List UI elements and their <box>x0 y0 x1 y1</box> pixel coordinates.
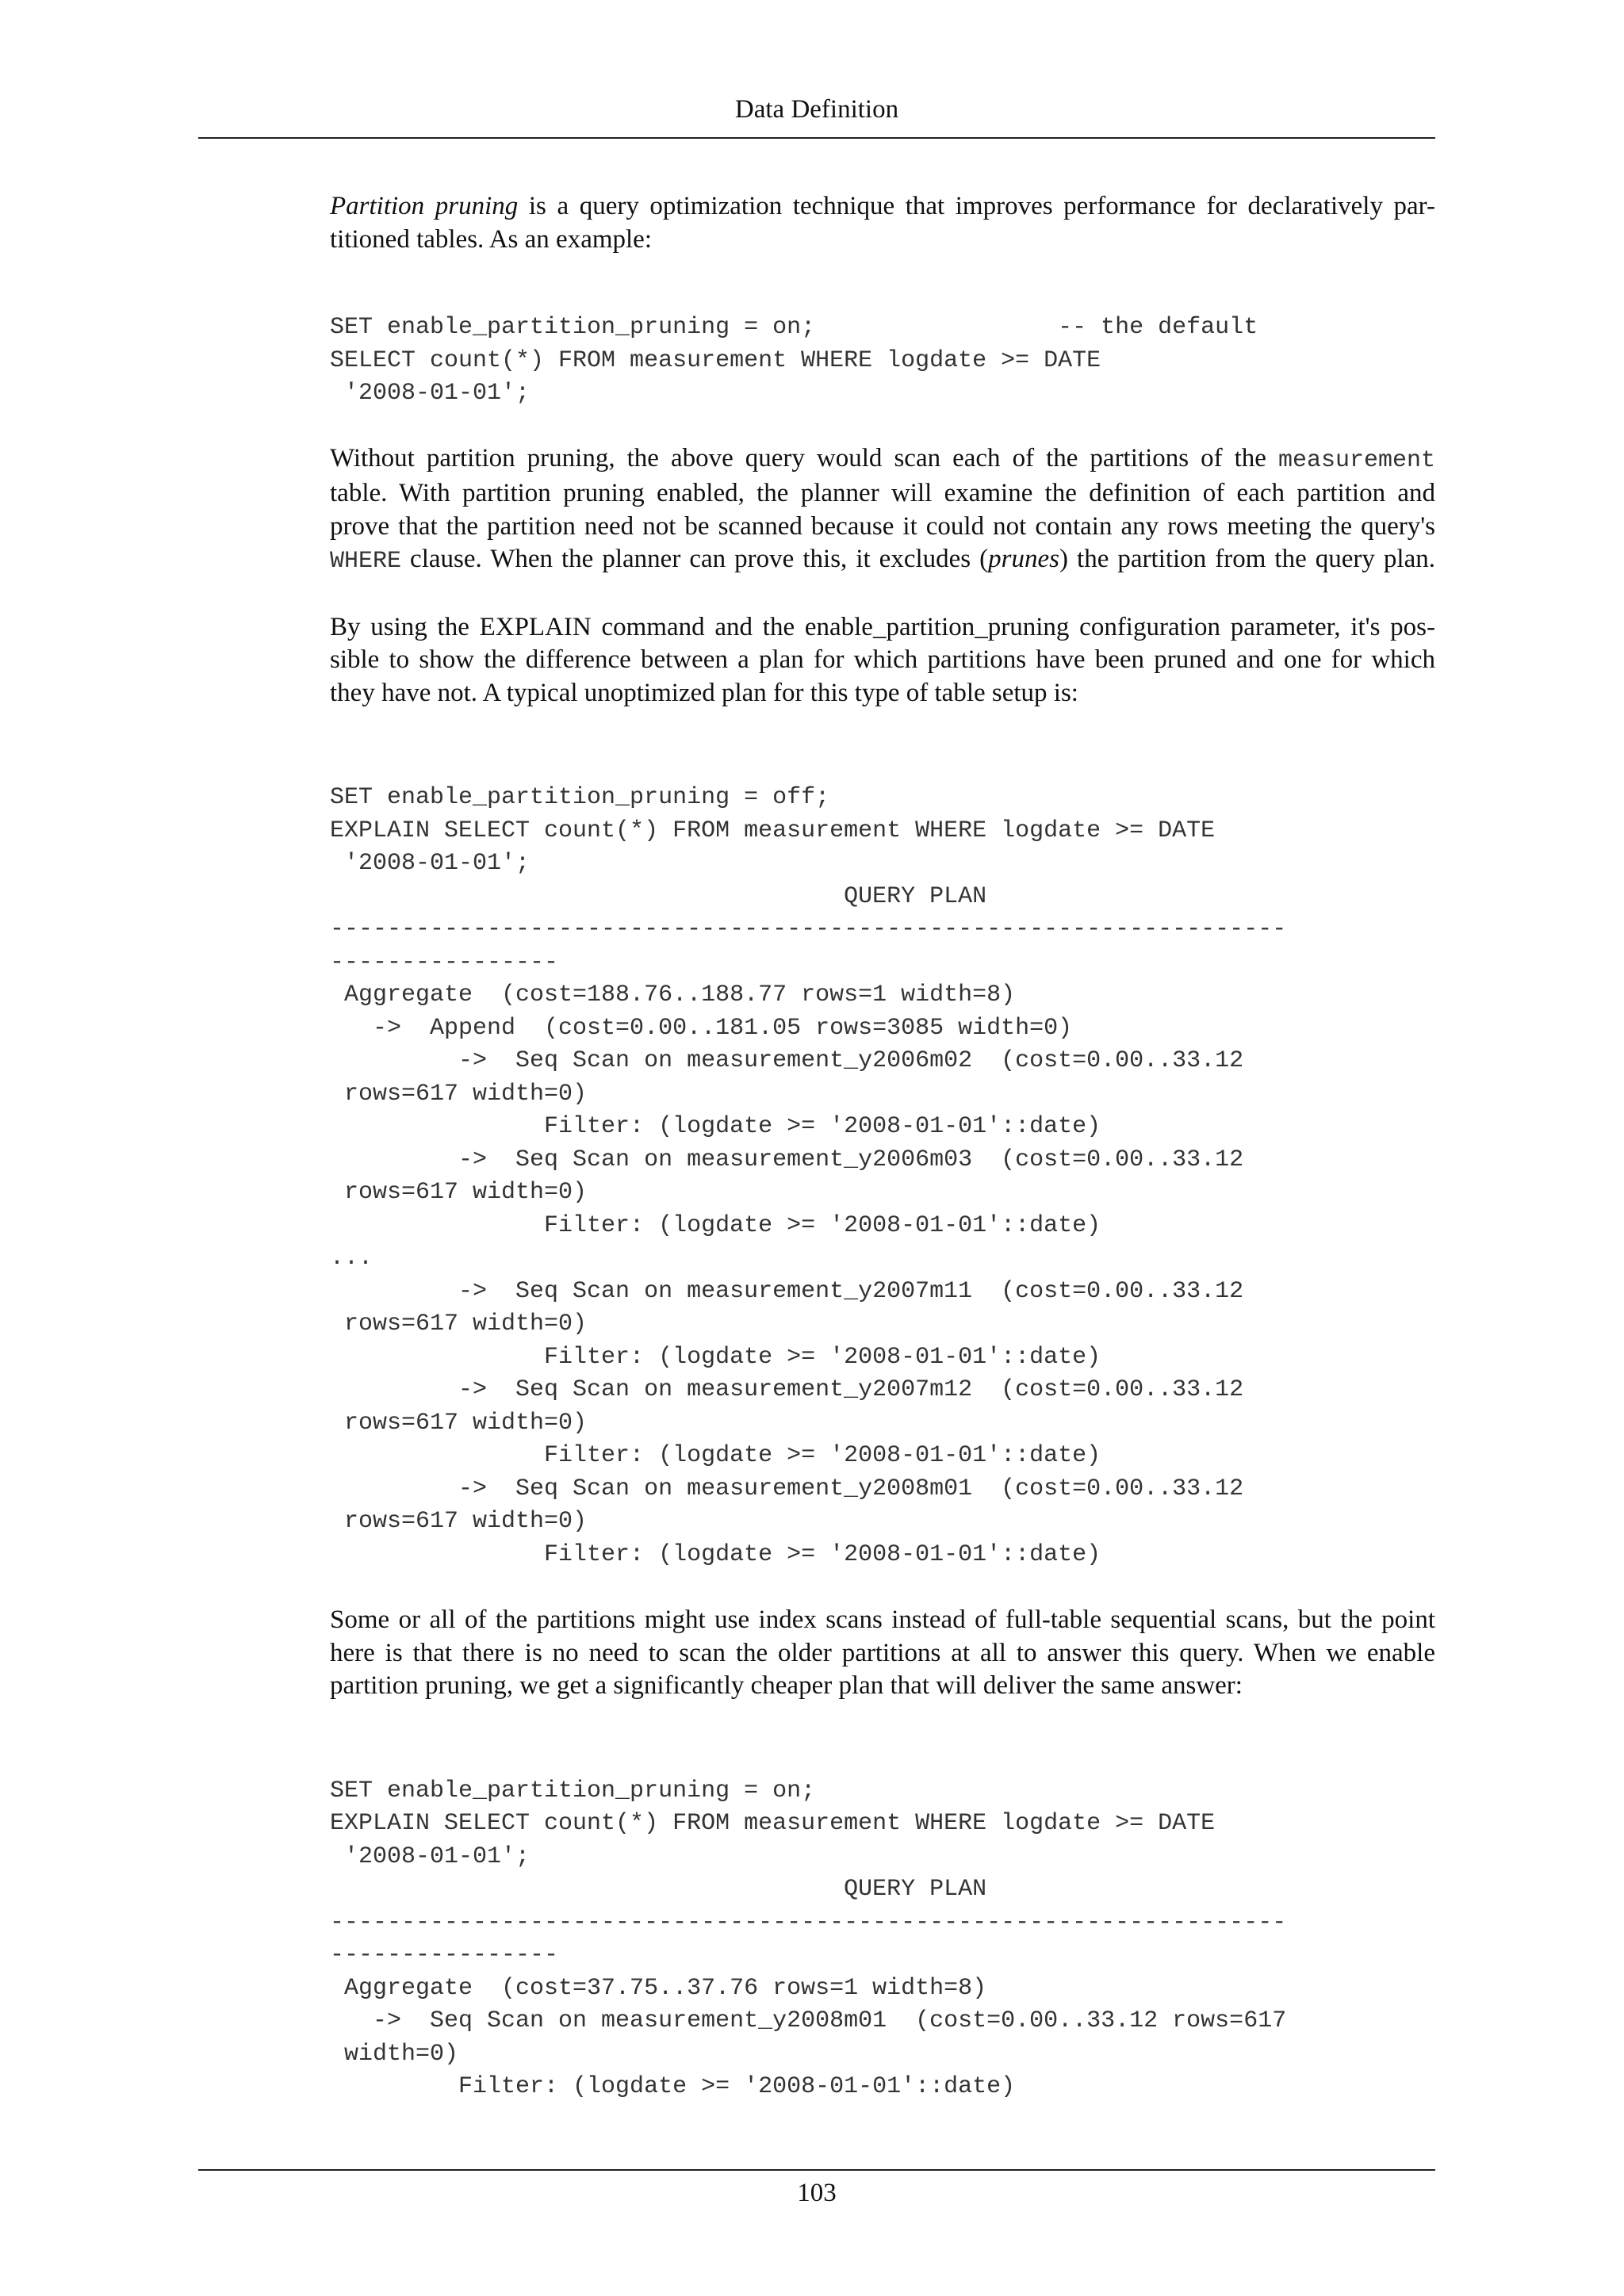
paragraph-explain-command <box>330 611 1435 710</box>
paragraph-partition-pruning-intro <box>330 190 1435 256</box>
paragraph-line <box>330 190 1435 224</box>
page-content <box>330 190 1435 2104</box>
term-prunes: prunes <box>988 545 1060 573</box>
paragraph-line: here is that there is no need to scan the older partitions at all to answer this query. When we enable <box>330 1638 1435 1667</box>
paragraph-line: titioned tables. As an example: <box>330 224 652 254</box>
code-block-unoptimized-plan: SET enable_partition_pruning = off; EXPLAIN SELECT count(*) FROM measurement WHERE logdate >= DATE '2008-01-01'; QUERY PLAN ------------------------------------------------------------------- ---------------- Aggregate (cost=188.76..188.77 rows=1 width=8) -> Append (cost=0.00..181.05 rows=3085 width=0) -> Seq Scan on measurement_y2006m02 (cost=0.00..33.12 rows=617 width=0) Filter: (logdate >= '2008-01-01'::date) -> Seq Scan on measurement_y2006m03 (cost=0.00..33.12 rows=617 width=0) Filter: (logdate >= '2008-01-01'::date) ... -> Seq Scan on measurement_y2007m11 (cost=0.00..33.12 rows=617 width=0) Filter: (logdate >= '2008-01-01'::date) -> Seq Scan on measurement_y2007m12 (cost=0.00..33.12 rows=617 width=0) Filter: (logdate >= '2008-01-01'::date) -> Seq Scan on measurement_y2008m01 (cost=0.00..33.12 rows=617 width=0) Filter: (logdate >= '2008-01-01'::date) <box>330 784 1287 1568</box>
paragraph-line: Some or all of the partitions might use index scans instead of full-table sequential scans, but the point <box>330 1605 1435 1634</box>
paragraph-line: table. With partition pruning enabled, the planner will examine the definition of each partition and <box>330 479 1435 507</box>
paragraph-text: ) the partition from the query plan. <box>1059 545 1435 573</box>
paragraph-without-pruning <box>330 442 1435 579</box>
code-block-pruned-plan: SET enable_partition_pruning = on; EXPLAIN SELECT count(*) FROM measurement WHERE logdate >= DATE '2008-01-01'; QUERY PLAN ------------------------------------------------------------------- ---------------- Aggregate (cost=37.75..37.76 rows=1 width=8) -> Seq Scan on measurement_y2008m01 (cost=0.00..33.12 rows=617 width=0) Filter: (logdate >= '2008-01-01'::date) <box>330 1777 1287 2100</box>
header-rule <box>198 137 1435 139</box>
paragraph-line: partition pruning, we get a significantly cheaper plan that will deliver the same answer: <box>330 1671 1243 1700</box>
code-block-set-default: SET enable_partition_pruning = on; -- the default SELECT count(*) FROM measurement WHERE logdate >= DATE '2008-01-01'; <box>330 314 1258 407</box>
paragraph-line: prove that the partition need not be scanned because it could not contain any rows meeting the query's <box>330 511 1435 541</box>
inline-code-measurement: measurement <box>1277 446 1435 474</box>
paragraph-text: Without partition pruning, the above query would scan each of the partitions of the <box>330 443 1278 473</box>
paragraph-text: clause. When the planner can prove this, it excludes ( <box>401 545 989 573</box>
paragraph-line <box>330 442 1435 478</box>
paragraph-line <box>330 543 1435 579</box>
running-header: Data Definition <box>734 95 899 124</box>
paragraph-line: sible to show the difference between a plan for which partitions have been pruned and one for which <box>330 645 1435 674</box>
paragraph-text: is a query optimization technique that improves performance for declaratively par- <box>518 192 1435 220</box>
footer-rule <box>198 2169 1435 2171</box>
paragraph-line: By using the EXPLAIN command and the enable_partition_pruning configuration parameter, it's pos- <box>330 612 1435 641</box>
page-number: 103 <box>797 2179 837 2207</box>
paragraph-line: they have not. A typical unoptimized plan for this type of table setup is: <box>330 678 1078 707</box>
paragraph-index-scans <box>330 1604 1435 1703</box>
inline-code-where: WHERE <box>330 548 402 575</box>
term-partition-pruning: Partition pruning <box>330 192 519 220</box>
